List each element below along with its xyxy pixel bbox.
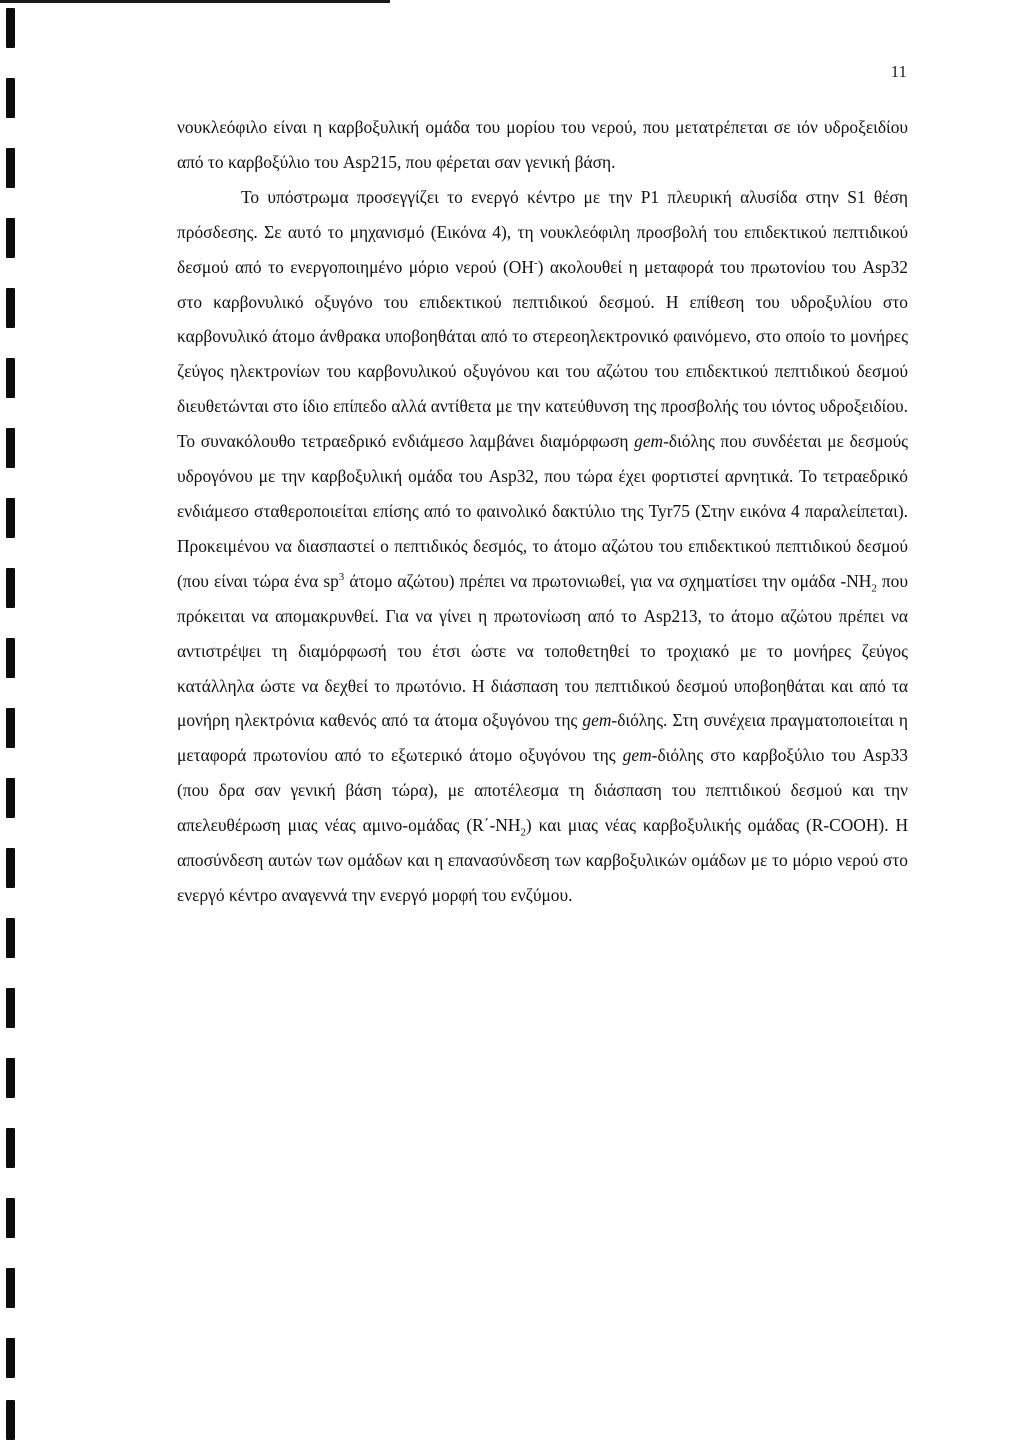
- text-segment: που πρόκειται να απομακρυνθεί. Για να γίνει η πρωτονίωση από το Asp213, το άτομο αζώτου πρέπει να αντιστρέψει τη διαμόρφωσή του έτσι ώστε να τοποθετηθεί το τροχιακό με το μονήρες ζεύγος κατάλληλα ώστε να δεχθεί το πρωτόνιο. Η διάσπαση του πεπτιδικού δεσμού υποβοηθάται και από τα μονήρη ηλεκτρόνια καθενός από τα άτομα οξυγόνου της: [177, 570, 908, 731]
- text-segment: ) ακολουθεί η μεταφορά του πρωτονίου του Asp32 στο καρβονυλικό οξυγόνο του επιδεκτικού πεπτιδικού δεσμού. Η επίθεση του υδροξυλίου στο καρβονυλικό άτομο άνθρακα υποβοηθάται από το στερεοηλεκτρονικό φαινόμενο, στο οποίο το μονήρες ζεύγος ηλεκτρονίων του καρβονυλικού οξυγόνου και του αζώτου του επιδεκτικού πεπτιδικού δεσμού διευθετώνται στο ίδιο επίπεδο αλλά αντίθετα με την κατεύθυνση της προσβολής του ιόντος υδροξειδίου. Το συνακόλουθο τετραεδρικό ενδιάμεσο λαμβάνει διαμόρφωση: [177, 256, 908, 452]
- text-segment: νουκλεόφιλο είναι η καρβοξυλική ομάδα του μορίου του νερού, που μετατρέπεται σε ιόν υδροξειδίου από το καρβοξύλιο του Asp215, που φέρεται σαν γενική βάση.: [177, 117, 908, 172]
- italic-term: gem: [622, 745, 652, 766]
- superscript-orbital: 3: [338, 570, 345, 583]
- text-segment: ) και μιας νέας καρβοξυλικής ομάδας (R-COOH). Η αποσύνδεση αυτών των ομάδων και η επανασύνδεση των καρβοξυλικών ομάδων με το μόριο νερού στο ενεργό κέντρο αναγεννά την ενεργό μορφή του ενζύμου.: [177, 815, 909, 905]
- subscript-count: 2: [520, 826, 526, 839]
- superscript-charge: -: [533, 256, 538, 269]
- page-number: 11: [890, 62, 907, 81]
- text-segment: -διόλης που συνδέεται με δεσμούς υδρογόνου με την καρβοξυλική ομάδα του Asp32, που τώρα έχει φορτιστεί αρνητικά. Το τετραεδρικό ενδιάμεσο σταθεροποιείται επίσης από το φαινολικό δακτύλιο της Tyr75 (Στην εικόνα 4 παραλείπεται). Προκειμένου να διασπαστεί ο πεπτιδικός δεσμός, το άτομο αζώτου του επιδεκτικού πεπτιδικού δεσμού (που είναι τώρα ένα sp: [177, 431, 908, 591]
- text-segment: Το υπόστρωμα προσεγγίζει το ενεργό κέντρο με την P1 πλευρική αλυσίδα στην S1 θέση πρόσδεσης. Σε αυτό το μηχανισμό (Εικόνα 4), τη νουκλεόφιλη προσβολή του επιδεκτικού πεπτιδικού δεσμού από το ενεργοποιημένο μόριο νερού (OH: [177, 186, 908, 277]
- text-segment: -διόλης. Στη συνέχεια πραγματοποιείται η μεταφορά πρωτονίου από το εξωτερικό άτομο οξυγόνου της: [177, 710, 908, 766]
- top-rule: [0, 0, 390, 3]
- text-segment: άτομο αζώτου) πρέπει να πρωτονιωθεί, για να σχηματίσει την ομάδα -NH: [344, 570, 872, 591]
- subscript-count: 2: [871, 582, 877, 595]
- italic-term: gem: [634, 431, 664, 452]
- binder-holes: [0, 0, 20, 1445]
- text-segment: -διόλης στο καρβοξύλιο του Asp33 (που δρα σαν γενική βάση τώρα), με αποτέλεσμα τη διάσπαση του πεπτιδικού δεσμού και την απελευθέρωση μιας νέας αμινο-ομάδας (R΄-NH: [177, 745, 908, 836]
- italic-term: gem: [582, 710, 612, 731]
- body-text: [177, 110, 908, 913]
- paragraph-mechanism: [177, 180, 908, 913]
- paragraph-continuation: [177, 110, 908, 180]
